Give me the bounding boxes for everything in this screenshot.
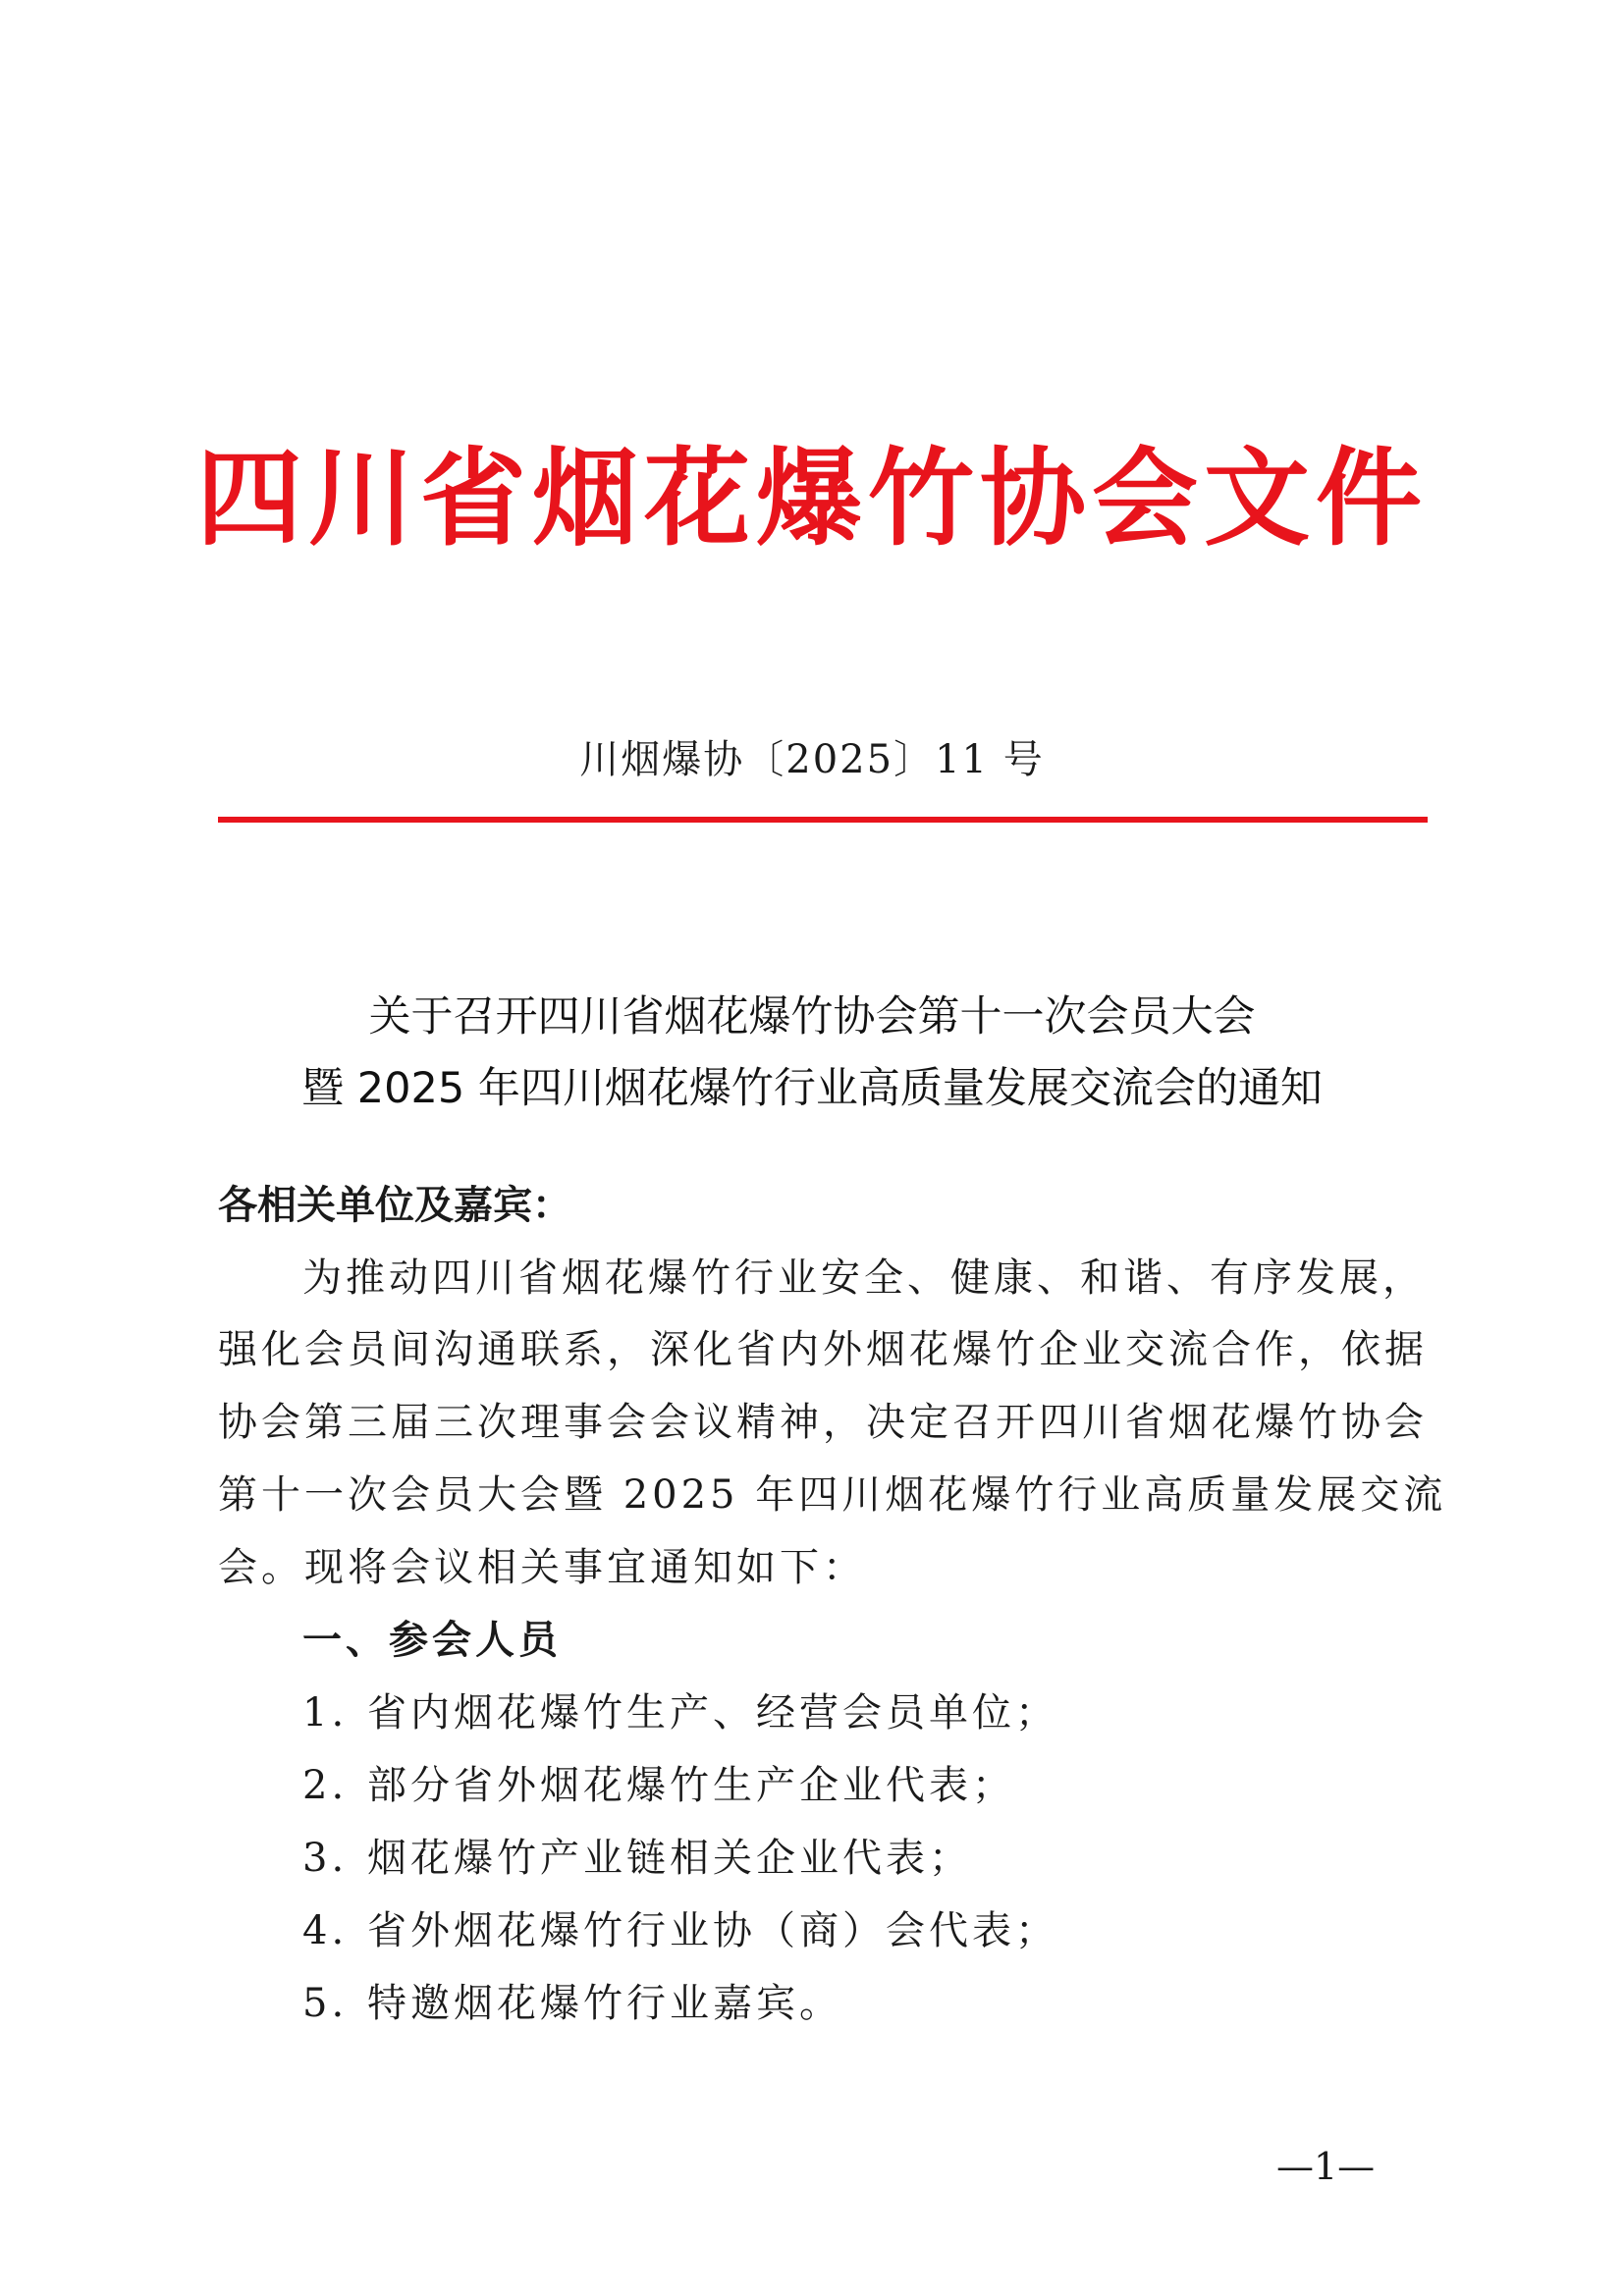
list-item-number: 5. bbox=[302, 1981, 349, 2026]
list-item-number: 4. bbox=[302, 1908, 349, 1953]
paragraph-line: 第十一次会员大会暨 2025 年四川烟花爆竹行业高质量发展交流 bbox=[218, 1472, 1447, 1518]
red-divider-line bbox=[218, 817, 1428, 823]
paragraph-line: 为推动四川省烟花爆竹行业安全、健康、和谐、有序发展， bbox=[302, 1255, 1426, 1301]
list-item-number: 1. bbox=[302, 1690, 349, 1735]
notice-title-line-1: 关于召开四川省烟花爆竹协会第十一次会员大会 bbox=[368, 992, 1256, 1041]
notice-title-line-2: 暨 2025 年四川烟花爆竹行业高质量发展交流会的通知 bbox=[301, 1064, 1323, 1113]
page-number: —1— bbox=[1276, 2145, 1376, 2188]
document-number: 川烟爆协〔2025〕11 号 bbox=[579, 737, 1045, 782]
salutation: 各相关单位及嘉宾： bbox=[218, 1182, 571, 1228]
list-item bbox=[302, 1908, 1058, 1953]
list-item-text: 省外烟花爆竹行业协（商）会代表； bbox=[367, 1908, 1058, 1953]
list-item-text: 省内烟花爆竹生产、经营会员单位； bbox=[367, 1690, 1058, 1735]
list-item bbox=[302, 1836, 972, 1881]
list-item bbox=[302, 1690, 1058, 1735]
list-item bbox=[302, 1763, 1015, 1808]
list-item bbox=[302, 1981, 842, 2026]
paragraph-line: 强化会员间沟通联系，深化省内外烟花爆竹企业交流合作，依据 bbox=[218, 1327, 1428, 1372]
section-heading: 一、参会人员 bbox=[302, 1617, 562, 1663]
list-item-text: 烟花爆竹产业链相关企业代表； bbox=[367, 1836, 972, 1881]
list-item-number: 2. bbox=[302, 1763, 349, 1808]
paragraph-line: 协会第三届三次理事会会议精神，决定召开四川省烟花爆竹协会 bbox=[218, 1400, 1428, 1445]
paragraph-line: 会。现将会议相关事宜通知如下： bbox=[218, 1545, 866, 1590]
document-header-title: 四川省烟花爆竹协会文件 bbox=[196, 438, 1429, 561]
list-item-text: 部分省外烟花爆竹生产企业代表； bbox=[367, 1763, 1015, 1808]
list-item-text: 特邀烟花爆竹行业嘉宾。 bbox=[367, 1981, 842, 2026]
list-item-number: 3. bbox=[302, 1836, 349, 1881]
